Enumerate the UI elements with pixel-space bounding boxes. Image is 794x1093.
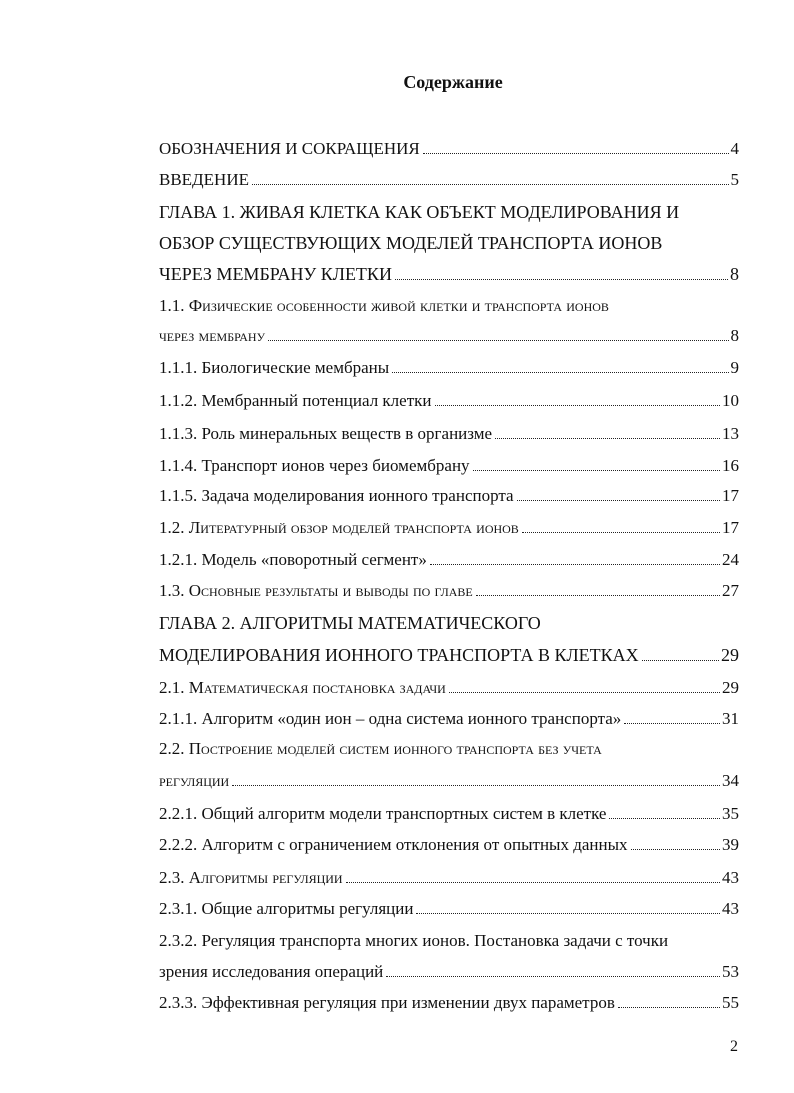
toc-entry-line: 2.3.2. Регуляция транспорта многих ионов. Постановка задачи с точки	[159, 931, 669, 950]
toc-entry[interactable]	[159, 517, 739, 539]
toc-entry-line: ГЛАВА 2. АЛГОРИТМЫ МАТЕМАТИЧЕСКОГО	[159, 613, 541, 633]
dot-leader	[423, 153, 729, 154]
page-number: 2	[730, 1038, 738, 1055]
toc-entry-title: ОБОЗНАЧЕНИЯ И СОКРАЩЕНИЯ	[159, 139, 420, 158]
toc-entry-page: 9	[730, 358, 739, 377]
toc-entry-page: 5	[730, 170, 739, 189]
toc-entry-line: 1.1. Физические особенности живой клетки и транспорта ионов	[159, 296, 609, 315]
dot-leader	[631, 849, 720, 850]
dot-leader	[495, 438, 720, 439]
toc-entry-title: ЧЕРЕЗ МЕМБРАНУ КЛЕТКИ	[159, 264, 392, 284]
toc-entry-title: ВВЕДЕНИЕ	[159, 170, 249, 189]
toc-entry[interactable]	[159, 138, 739, 160]
dot-leader	[618, 1007, 720, 1008]
dot-leader	[517, 500, 720, 501]
toc-entry-page: 13	[722, 424, 739, 443]
toc-entry-page: 17	[722, 518, 739, 537]
toc-entry-page: 17	[722, 486, 739, 505]
toc-entry-title: регуляции	[159, 771, 230, 790]
toc-entry[interactable]	[159, 834, 739, 856]
toc-entry-page: 53	[722, 962, 739, 981]
toc-entry-page: 29	[722, 678, 739, 697]
toc-entry-title: МОДЕЛИРОВАНИЯ ИОННОГО ТРАНСПОРТА В КЛЕТКАХ	[159, 645, 639, 665]
toc-entry-title: 1.2. Литературный обзор моделей транспорта ионов	[159, 518, 519, 537]
toc-entry-page: 29	[721, 645, 739, 665]
dot-leader	[392, 372, 728, 373]
toc-entry-title: 1.1.4. Транспорт ионов через биомембрану	[159, 456, 470, 475]
toc-entry-title: 1.1.1. Биологические мембраны	[159, 358, 390, 377]
toc-entry[interactable]	[159, 390, 739, 412]
toc-entry[interactable]	[159, 485, 739, 507]
toc-entry-line: ОБЗОР СУЩЕСТВУЮЩИХ МОДЕЛЕЙ ТРАНСПОРТА ИОНОВ	[159, 233, 663, 253]
toc-entry-page: 35	[722, 804, 739, 823]
toc-entry[interactable]	[159, 169, 739, 191]
toc-entry[interactable]	[159, 455, 739, 477]
toc-entry[interactable]	[159, 770, 739, 792]
toc-entry-title: зрения исследования операций	[159, 962, 384, 981]
toc-entry-title: 2.3. Алгоритмы регуляции	[159, 868, 343, 887]
toc-entry-title: 2.3.3. Эффективная регуляция при изменении двух параметров	[159, 993, 615, 1012]
toc-entry[interactable]	[159, 677, 739, 699]
dot-leader	[268, 340, 728, 341]
dot-leader	[430, 564, 720, 565]
toc-entry-page: 8	[730, 264, 739, 284]
dot-leader	[624, 723, 720, 724]
toc-entry-title: 1.1.5. Задача моделирования ионного транспорта	[159, 486, 514, 505]
toc-entry[interactable]	[159, 708, 739, 730]
toc-entry-page: 27	[722, 581, 739, 600]
toc-entry-line: 2.2. Построение моделей систем ионного транспорта без учета	[159, 739, 602, 758]
page-title: Содержание	[403, 72, 503, 92]
toc-entry-page: 24	[722, 550, 739, 569]
dot-leader	[522, 532, 720, 533]
dot-leader	[435, 405, 721, 406]
toc-entry-title: 1.1.2. Мембранный потенциал клетки	[159, 391, 432, 410]
toc-entry-page: 43	[722, 899, 739, 918]
toc-entry-title: 2.2.1. Общий алгоритм модели транспортных систем в клетке	[159, 804, 607, 823]
toc-entry[interactable]	[159, 325, 739, 347]
toc-entry[interactable]	[159, 580, 739, 602]
dot-leader	[395, 279, 728, 280]
toc-entry-page: 34	[722, 771, 739, 790]
toc-entry-title: 2.1. Математическая постановка задачи	[159, 678, 446, 697]
toc-entry[interactable]	[159, 803, 739, 825]
dot-leader	[416, 913, 720, 914]
toc-entry-page: 55	[722, 993, 739, 1012]
dot-leader	[252, 184, 729, 185]
toc-entry-page: 16	[722, 456, 739, 475]
dot-leader	[609, 818, 720, 819]
toc-entry[interactable]	[159, 898, 739, 920]
toc-entry-page: 31	[722, 709, 739, 728]
toc-entry-page: 10	[722, 391, 739, 410]
toc-entry[interactable]	[159, 644, 739, 666]
toc-entry-title: 2.1.1. Алгоритм «один ион – одна система ионного транспорта»	[159, 709, 622, 728]
toc-entry-title: 2.3.1. Общие алгоритмы регуляции	[159, 899, 414, 918]
toc-entry-page: 4	[730, 139, 739, 158]
toc-entry[interactable]	[159, 961, 739, 983]
dot-leader	[346, 882, 720, 883]
toc-entry-title: 1.3. Основные результаты и выводы по главе	[159, 581, 473, 600]
dot-leader	[476, 595, 720, 596]
toc-entry-title: 2.2.2. Алгоритм с ограничением отклонения от опытных данных	[159, 835, 628, 854]
toc-entry[interactable]	[159, 992, 739, 1014]
toc-entry-page: 39	[722, 835, 739, 854]
toc-entry[interactable]	[159, 549, 739, 571]
toc-entry-title: через мембрану	[159, 326, 266, 345]
dot-leader	[449, 692, 720, 693]
toc-entry-line: ГЛАВА 1. ЖИВАЯ КЛЕТКА КАК ОБЪЕКТ МОДЕЛИРОВАНИЯ И	[159, 202, 680, 222]
dot-leader	[642, 660, 719, 661]
toc-entry-page: 8	[730, 326, 739, 345]
toc-entry-title: 1.1.3. Роль минеральных веществ в организме	[159, 424, 493, 443]
dot-leader	[473, 470, 720, 471]
dot-leader	[232, 785, 720, 786]
toc-entry-page: 43	[722, 868, 739, 887]
toc-entry-title: 1.2.1. Модель «поворотный сегмент»	[159, 550, 427, 569]
toc-entry[interactable]	[159, 357, 739, 379]
toc-entry[interactable]	[159, 867, 739, 889]
dot-leader	[386, 976, 720, 977]
toc-entry[interactable]	[159, 423, 739, 445]
toc-entry[interactable]	[159, 263, 739, 285]
